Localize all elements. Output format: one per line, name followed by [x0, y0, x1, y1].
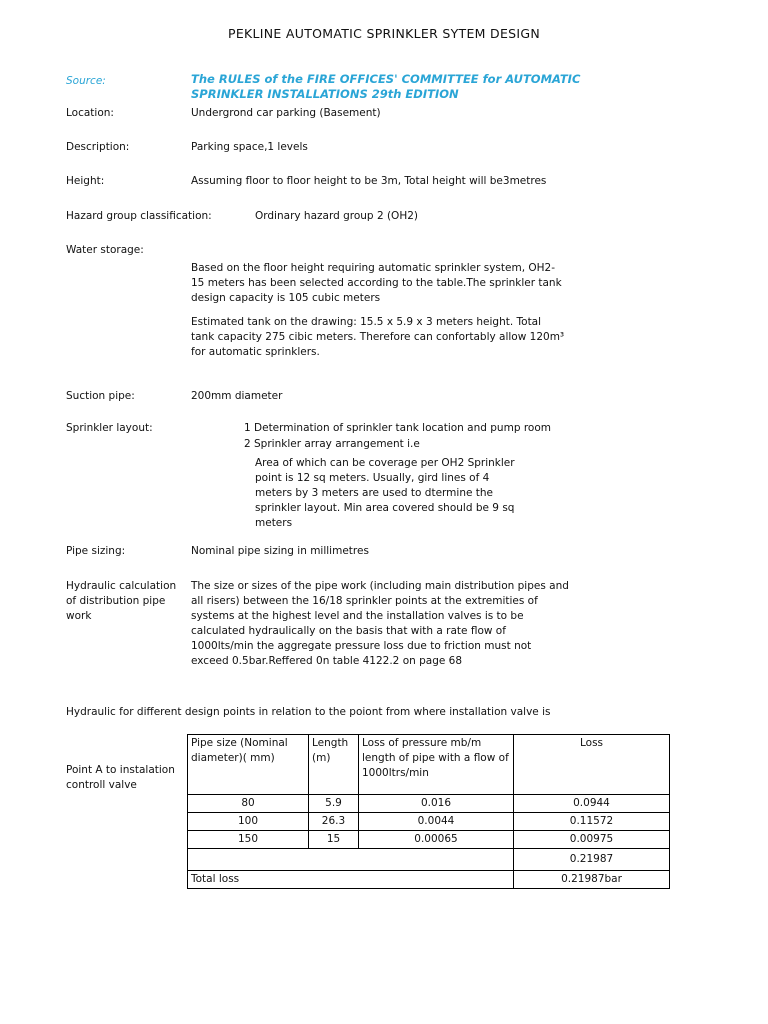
cell-pressure: 0.016: [359, 795, 514, 813]
water-storage-para2-line3: for automatic sprinklers.: [191, 346, 320, 358]
point-a-label-line2: controll valve: [66, 779, 137, 791]
total-label: Total loss: [188, 871, 514, 889]
pipe-sizing-label: Pipe sizing:: [66, 545, 126, 557]
header-pipe-size: Pipe size (Nominal diameter)( mm): [188, 735, 309, 795]
hydraulic-calc-label-line1: Hydraulic calculation: [66, 580, 177, 592]
table-row: [188, 795, 670, 813]
location-value: Undergrond car parking (Basement): [191, 107, 381, 119]
total-value: 0.21987bar: [514, 871, 670, 889]
table-subtotal-row: [188, 849, 670, 871]
header-length: Length (m): [309, 735, 359, 795]
cell-length: 26.3: [309, 813, 359, 831]
sprinkler-layout-label: Sprinkler layout:: [66, 422, 153, 434]
cell-pipe: 80: [188, 795, 309, 813]
sprinkler-detail-line5: meters: [255, 517, 293, 529]
sprinkler-layout-item-1: 1 Determination of sprinkler tank location and pump room: [244, 422, 551, 434]
hydraulic-calc-text-line4: calculated hydraulically on the basis that with a rate flow of: [191, 625, 506, 637]
header-pressure-loss: Loss of pressure mb/m length of pipe with a flow of 1000ltrs/min: [359, 735, 514, 795]
location-label: Location:: [66, 107, 114, 119]
pipe-sizing-value: Nominal pipe sizing in millimetres: [191, 545, 369, 557]
table-row: [188, 831, 670, 849]
height-value: Assuming floor to floor height to be 3m, Total height will be3metres: [191, 175, 547, 187]
hydraulic-calc-text-line5: 1000lts/min the aggregate pressure loss due to friction must not: [191, 640, 532, 652]
hydraulic-calc-label-line2: of distribution pipe: [66, 595, 166, 607]
pressure-loss-table: [187, 734, 670, 889]
header-loss: Loss: [514, 735, 670, 795]
suction-value: 200mm diameter: [191, 390, 283, 402]
suction-label: Suction pipe:: [66, 390, 135, 402]
hydraulic-calc-text-line3: systems at the highest level and the installation valves is to be: [191, 610, 524, 622]
hydraulic-calc-text-line6: exceed 0.5bar.Reffered 0n table 4122.2 on page 68: [191, 655, 463, 667]
hazard-value: Ordinary hazard group 2 (OH2): [255, 210, 418, 222]
description-value: Parking space,1 levels: [191, 141, 308, 153]
hydraulic-calc-text-line2: all risers) between the 16/18 sprinkler points at the extremities of: [191, 595, 538, 607]
source-label: Source:: [66, 75, 106, 87]
cell-loss: 0.00975: [514, 831, 670, 849]
sprinkler-detail-line1: Area of which can be coverage per OH2 Sprinkler: [255, 457, 515, 469]
cell-pressure: 0.0044: [359, 813, 514, 831]
table-total-row: [188, 871, 670, 889]
sprinkler-detail-line2: point is 12 sq meters. Usually, gird lines of 4: [255, 472, 490, 484]
cell-pipe: 150: [188, 831, 309, 849]
water-storage-para2-line1: Estimated tank on the drawing: 15.5 x 5.9 x 3 meters height. Total: [191, 316, 542, 328]
water-storage-para2-line2: tank capacity 275 cibic meters. Therefore can confortably allow 120m³: [191, 331, 565, 343]
source-line-1: The RULES of the FIRE OFFICES' COMMITTEE for AUTOMATIC: [191, 72, 581, 86]
page-title: PEKLINE AUTOMATIC SPRINKLER SYTEM DESIGN: [227, 26, 541, 41]
subtotal-value: 0.21987: [514, 849, 670, 871]
cell-length: 15: [309, 831, 359, 849]
hydraulic-calc-label-line3: work: [66, 610, 92, 622]
cell-length: 5.9: [309, 795, 359, 813]
description-label: Description:: [66, 141, 130, 153]
cell-pipe: 100: [188, 813, 309, 831]
hydraulic-calc-text-line1: The size or sizes of the pipe work (including main distribution pipes and: [191, 580, 569, 592]
subtotal-empty-cell: [188, 849, 514, 871]
water-storage-para1-line1: Based on the floor height requiring automatic sprinkler system, OH2-: [191, 262, 555, 274]
cell-pressure: 0.00065: [359, 831, 514, 849]
hydraulic-points-heading: Hydraulic for different design points in relation to the poiont from where installation valve is: [66, 706, 551, 718]
water-storage-label: Water storage:: [66, 244, 144, 256]
water-storage-para1-line3: design capacity is 105 cubic meters: [191, 292, 381, 304]
table-row: [188, 813, 670, 831]
cell-loss: 0.11572: [514, 813, 670, 831]
sprinkler-layout-item-2: 2 Sprinkler array arrangement i.e: [244, 438, 420, 450]
sprinkler-detail-line3: meters by 3 meters are used to dtermine the: [255, 487, 494, 499]
hazard-label: Hazard group classification:: [66, 210, 212, 222]
point-a-label-line1: Point A to instalation: [66, 764, 175, 776]
source-line-2: SPRINKLER INSTALLATIONS 29th EDITION: [191, 87, 459, 101]
sprinkler-detail-line4: sprinkler layout. Min area covered should be 9 sq: [255, 502, 515, 514]
cell-loss: 0.0944: [514, 795, 670, 813]
water-storage-para1-line2: 15 meters has been selected according to the table.The sprinkler tank: [191, 277, 562, 289]
table-header-row: [188, 735, 670, 795]
height-label: Height:: [66, 175, 105, 187]
